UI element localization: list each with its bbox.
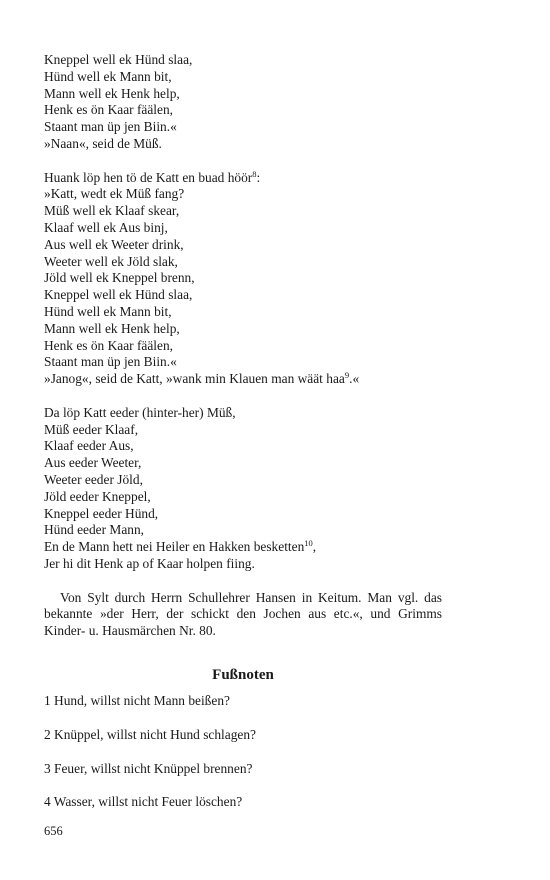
verse-line: Hünd well ek Mann bit, (44, 68, 172, 84)
verse-line: Aus eeder Weeter, (44, 455, 142, 471)
footnote-item: 1 Hund, willst nicht Mann beißen? (44, 693, 230, 708)
verse-line: Kneppel eeder Hünd, (44, 505, 159, 521)
stanza-2 (44, 170, 442, 388)
verse-punct: .« (349, 371, 360, 387)
footnotes-list (44, 693, 442, 828)
verse-line: Staant man üp jen Biin.« (44, 354, 177, 370)
verse-line: Mann well ek Henk help, (44, 85, 180, 101)
verse-line: Mann well ek Henk help, (44, 320, 180, 336)
footnote-item: 2 Knüppel, willst nicht Hund schlagen? (44, 726, 256, 742)
stanza-1 (44, 52, 442, 153)
verse-line: Kneppel well ek Hünd slaa, (44, 52, 193, 67)
verse-line: Jöld eeder Kneppel, (44, 488, 151, 504)
verse-line: Da löp Katt eeder (hinter-her) Müß, (44, 404, 236, 420)
verse-line: Henk es ön Kaar fäälen, (44, 102, 174, 118)
footnote-ref[interactable]: 10 (304, 538, 313, 549)
source-note: Von Sylt durch Herrn Schullehrer Hansen in Keitum. Man vgl. das bekannte »der Herr, der schickt den Jochen aus etc.«, und Grimms Kinder- u. Hausmärchen Nr. 80. (44, 589, 442, 639)
verse-line: Aus well ek Weeter drink, (44, 236, 184, 252)
verse-line: Kneppel well ek Hünd slaa, (44, 287, 193, 303)
verse-punct: , (312, 539, 317, 555)
verse-line: Müß eeder Klaaf, (44, 421, 139, 437)
verse-line (44, 539, 442, 556)
stanza-3 (44, 405, 442, 573)
verse-line: Jer hi dit Henk ap of Kaar holpen fiing. (44, 555, 255, 571)
footnote-ref[interactable]: 9 (344, 370, 350, 381)
verse-line: Weeter well ek Jöld slak, (44, 253, 178, 269)
footnote-item: 4 Wasser, willst nicht Feuer löschen? (44, 794, 243, 810)
verse-line: Klaaf well ek Aus binj, (44, 219, 168, 235)
verse-line: Müß well ek Klaaf skear, (44, 203, 180, 219)
page-number: 656 (44, 824, 63, 838)
verse-line: Hünd well ek Mann bit, (44, 303, 172, 319)
verse-line: Hünd eeder Mann, (44, 522, 145, 538)
footnotes-heading: Fußnoten (212, 667, 274, 683)
verse-text: En de Mann hett nei Heiler en Hakken besketten (44, 539, 305, 555)
verse-line: Klaaf eeder Aus, (44, 438, 134, 454)
verse-text: Huank löp hen tö de Katt en buad höör (44, 169, 253, 185)
verse-line: Jöld well ek Kneppel brenn, (44, 270, 195, 286)
footnote-ref[interactable]: 8 (252, 168, 257, 179)
verse-line: »Naan«, seid de Müß. (44, 135, 162, 151)
verse-line: Henk es ön Kaar fäälen, (44, 337, 174, 353)
verse-punct: : (256, 169, 261, 185)
verse-line (44, 170, 442, 187)
verse-text: »Janog«, seid de Katt, »wank min Klauen man wäät haa (44, 371, 345, 387)
verse-line (44, 371, 442, 388)
page-body (44, 52, 442, 653)
verse-line: Weeter eeder Jöld, (44, 471, 143, 487)
verse-line: Staant man üp jen Biin.« (44, 119, 177, 135)
verse-line: »Katt, wedt ek Müß fang? (44, 186, 185, 202)
footnote-item: 3 Feuer, willst nicht Knüppel brennen? (44, 760, 253, 776)
